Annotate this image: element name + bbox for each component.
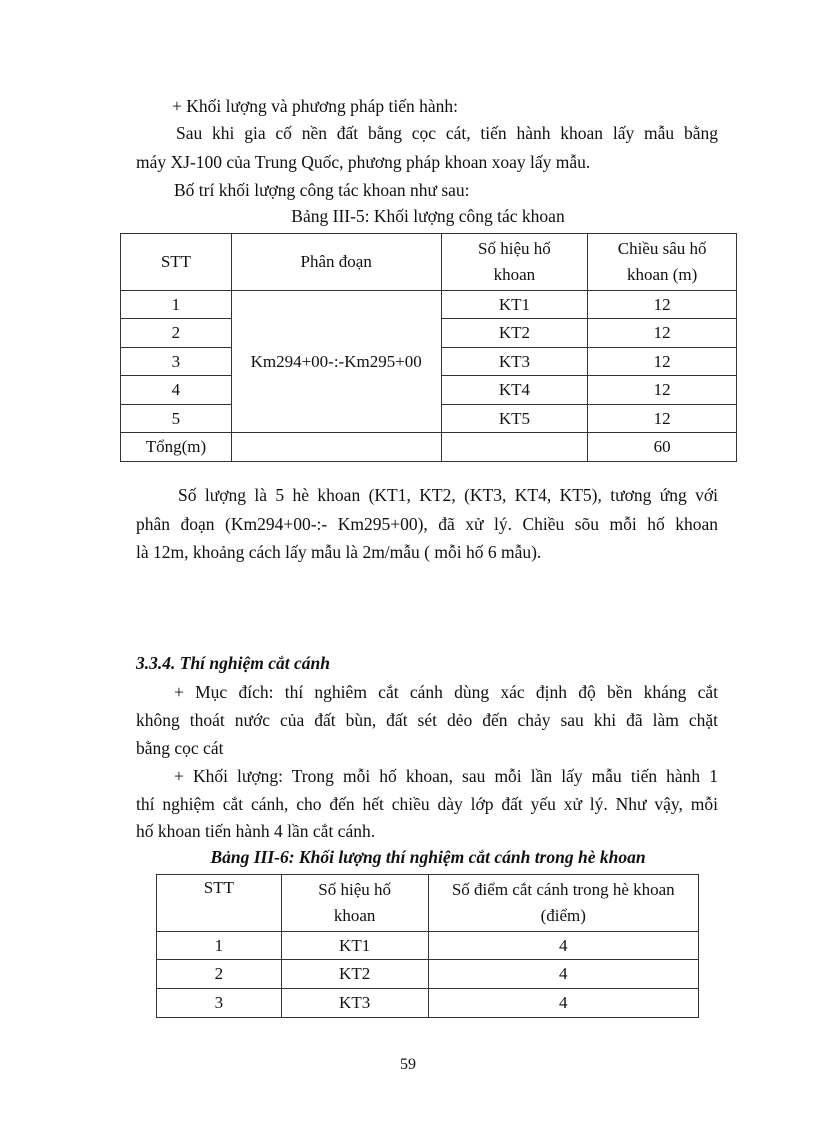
header-cell: STT — [121, 234, 232, 291]
table-header-row — [157, 875, 699, 932]
stt-cell: 1 — [121, 291, 232, 319]
hole-cell: KT5 — [441, 405, 588, 433]
points-cell: 4 — [428, 960, 698, 989]
empty-cell — [441, 433, 588, 462]
points-cell: 4 — [428, 932, 698, 960]
paragraph-line: + Mục đích: thí nghiêm cắt cánh dùng xác định độ bền kháng cắt — [174, 682, 718, 702]
stt-cell: 2 — [157, 960, 282, 989]
stt-cell: 3 — [121, 348, 232, 376]
hole-cell: KT3 — [441, 348, 588, 376]
header-line: khoan — [493, 265, 536, 284]
paragraph-line: Bố trí khối lượng công tác khoan như sau: — [174, 180, 470, 200]
header-line: Số điểm cắt cánh trong hè khoan — [451, 880, 675, 899]
header-line: Số hiệu hố — [478, 239, 551, 258]
vane-shear-table — [156, 874, 699, 1018]
stt-cell: 4 — [121, 376, 232, 405]
hole-cell: KT2 — [281, 960, 428, 989]
table-caption: Bảng III-6: Khối lượng thí nghiệm cắt cánh trong hè khoan — [210, 847, 646, 867]
table-row — [157, 960, 699, 989]
depth-cell: 12 — [588, 348, 737, 376]
stt-cell: 2 — [121, 319, 232, 348]
depth-cell: 12 — [588, 319, 737, 348]
depth-cell: 12 — [588, 376, 737, 405]
header-cell — [441, 234, 588, 291]
header-line: (điểm) — [540, 906, 586, 925]
header-cell — [281, 875, 428, 932]
paragraph-line: không thoát nước của đất bùn, đất sét dẻo đến chảy sau khi đã làm chặt — [136, 710, 718, 730]
paragraph-line: là 12m, khoảng cách lấy mẫu là 2m/mẫu ( mỗi hố 6 mẫu). — [136, 542, 542, 562]
header-line: khoan (m) — [626, 265, 698, 284]
paragraph-line: hố khoan tiến hành 4 lần cắt cánh. — [136, 821, 376, 841]
table-caption: Bảng III-5: Khối lượng công tác khoan — [291, 206, 565, 226]
points-cell: 4 — [428, 989, 698, 1018]
drilling-volume-table — [120, 233, 737, 462]
table-row — [121, 291, 737, 319]
paragraph-line: Sau khi gia cố nền đất bằng cọc cát, tiến hành khoan lấy mẫu bằng — [176, 123, 718, 143]
hole-cell: KT4 — [441, 376, 588, 405]
paragraph-line: Số lượng là 5 hè khoan (KT1, KT2, (KT3, KT4, KT5), tương ứng với — [178, 485, 718, 505]
table-row — [157, 932, 699, 960]
paragraph-line: phân đoạn (Km294+00-:- Km295+00), đã xử lý. Chiều sõu mỗi hố khoan — [136, 514, 718, 534]
header-cell — [588, 234, 737, 291]
header-cell: Phân đoạn — [231, 234, 441, 291]
page-number: 59 — [400, 1056, 416, 1073]
table-total-row — [121, 433, 737, 462]
paragraph-line: thí nghiệm cắt cánh, cho đến hết chiều dày lớp đất yếu xử lý. Như vậy, mỗi — [136, 794, 718, 814]
section-heading: 3.3.4. Thí nghiệm cắt cánh — [136, 653, 330, 673]
paragraph-line: + Khối lượng: Trong mỗi hố khoan, sau mỗi lần lấy mẫu tiến hành 1 — [174, 766, 718, 786]
empty-cell — [231, 433, 441, 462]
paragraph-line: bằng cọc cát — [136, 738, 224, 758]
hole-cell: KT1 — [281, 932, 428, 960]
depth-cell: 12 — [588, 405, 737, 433]
paragraph-line: máy XJ-100 của Trung Quốc, phương pháp khoan xoay lấy mẫu. — [136, 152, 591, 172]
header-cell — [428, 875, 698, 932]
header-cell: STT — [157, 875, 282, 932]
stt-cell: 5 — [121, 405, 232, 433]
total-value-cell: 60 — [588, 433, 737, 462]
hole-cell: KT1 — [441, 291, 588, 319]
header-line: khoan — [333, 906, 376, 925]
total-label-cell: Tổng(m) — [121, 433, 232, 462]
table-header-row — [121, 234, 737, 291]
hole-cell: KT2 — [441, 319, 588, 348]
header-line: Số hiệu hố — [318, 880, 391, 899]
table-row — [157, 989, 699, 1018]
hole-cell: KT3 — [281, 989, 428, 1018]
stt-cell: 1 — [157, 932, 282, 960]
depth-cell: 12 — [588, 291, 737, 319]
header-line: Chiều sâu hố — [617, 239, 707, 258]
stt-cell: 3 — [157, 989, 282, 1018]
segment-cell: Km294+00-:-Km295+00 — [231, 291, 441, 433]
paragraph-volume-method: + Khối lượng và phương pháp tiến hành: — [172, 96, 458, 116]
